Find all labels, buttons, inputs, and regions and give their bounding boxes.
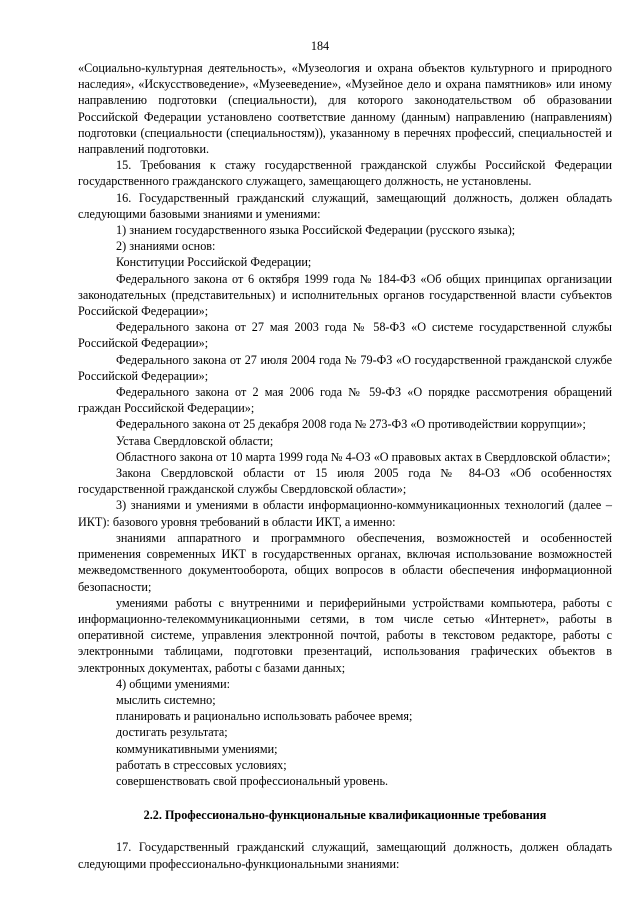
list-item: 1) знанием государственного языка Российской Федерации (русского языка);	[116, 223, 516, 238]
paragraph: 15. Требования к стажу государственной гражданской службы Российской Федерации государственного гражданского служащего, замещающего должность, не установлены.	[78, 158, 612, 189]
list-item: Федерального закона от 2 мая 2006 года № 59-ФЗ «О порядке рассмотрения обращений граждан Российской Федерации»;	[78, 385, 612, 416]
list-item: Федерального закона от 27 мая 2003 года № 58-ФЗ «О системе государственной службы Российской Федерации»;	[78, 320, 612, 351]
page-number: 184	[310, 39, 330, 53]
list-item: 2) знаниями основ:	[116, 239, 216, 254]
list-item: Конституции Российской Федерации;	[116, 255, 312, 270]
list-item: 4) общими умениями:	[116, 676, 231, 691]
paragraph: 17. Государственный гражданский служащий, замещающий должность, должен обладать следующими профессионально-функциональными знаниями:	[78, 840, 612, 871]
list-item: достигать результата;	[116, 725, 228, 740]
list-item: совершенствовать свой профессиональный уровень.	[116, 773, 389, 788]
list-item: Федерального закона от 6 октября 1999 года № 184-ФЗ «Об общих принципах организации законодательных (представительных) и исполнительных органов государственной власти субъектов Российской Федерации»;	[78, 271, 612, 319]
list-item: мыслить системно;	[116, 692, 216, 707]
list-item: 3) знаниями и умениями в области информационно-коммуникационных технологий (далее – ИКТ): базового уровня требований в области ИКТ, а именно:	[78, 498, 612, 529]
section-heading: 2.2. Профессионально-функциональные квалификационные требования	[143, 808, 547, 823]
list-item: знаниями аппаратного и программного обеспечения, возможностей и особенностей применения современных ИКТ в государственных органах, включая использование возможностей межведомственного документооборота, общих вопросов в области обеспечения информационной безопасности;	[78, 530, 612, 594]
document-body	[78, 60, 612, 872]
paragraph: «Социально-культурная деятельность», «Музеология и охрана объектов культурного и природного наследия», «Искусствоведение», «Музееведение», «Музейное дело и охрана памятников» или иному направлению подготовки (специальности), для которого законодательством об образовании Российской Федерации установлено соответствие данному (данным) направлению (направлениям) подготовки (специальности (специальностям)), указанному в перечнях профессий, специальностей и направлений подготовки.	[78, 61, 612, 157]
list-item: коммуникативными умениями;	[116, 741, 278, 756]
paragraph: 16. Государственный гражданский служащий, замещающий должность, должен обладать следующими базовыми знаниями и умениями:	[78, 190, 612, 221]
list-item: работать в стрессовых условиях;	[116, 757, 287, 772]
list-item: Федерального закона от 27 июля 2004 года № 79-ФЗ «О государственной гражданской службе Российской Федерации»;	[78, 352, 612, 383]
list-item: умениями работы с внутренними и периферийными устройствами компьютера, работы с информационно-телекоммуникационными сетями, в том числе сетью «Интернет», работы в оперативной системе, управления электронной почтой, работы в текстовом редакторе, работы с электронными таблицами, подготовки презентаций, использования графических объектов в электронных документах, работы с базами данных;	[78, 595, 612, 675]
list-item: Устава Свердловской области;	[116, 433, 274, 448]
list-item: Закона Свердловской области от 15 июля 2005 года № 84-ОЗ «Об особенностях государственной гражданской службы Свердловской области»;	[78, 466, 612, 497]
list-item: Областного закона от 10 марта 1999 года № 4-ОЗ «О правовых актах в Свердловской области»;	[116, 449, 611, 464]
list-item: планировать и рационально использовать рабочее время;	[116, 709, 413, 724]
list-item: Федерального закона от 25 декабря 2008 года № 273-ФЗ «О противодействии коррупции»;	[116, 417, 586, 432]
